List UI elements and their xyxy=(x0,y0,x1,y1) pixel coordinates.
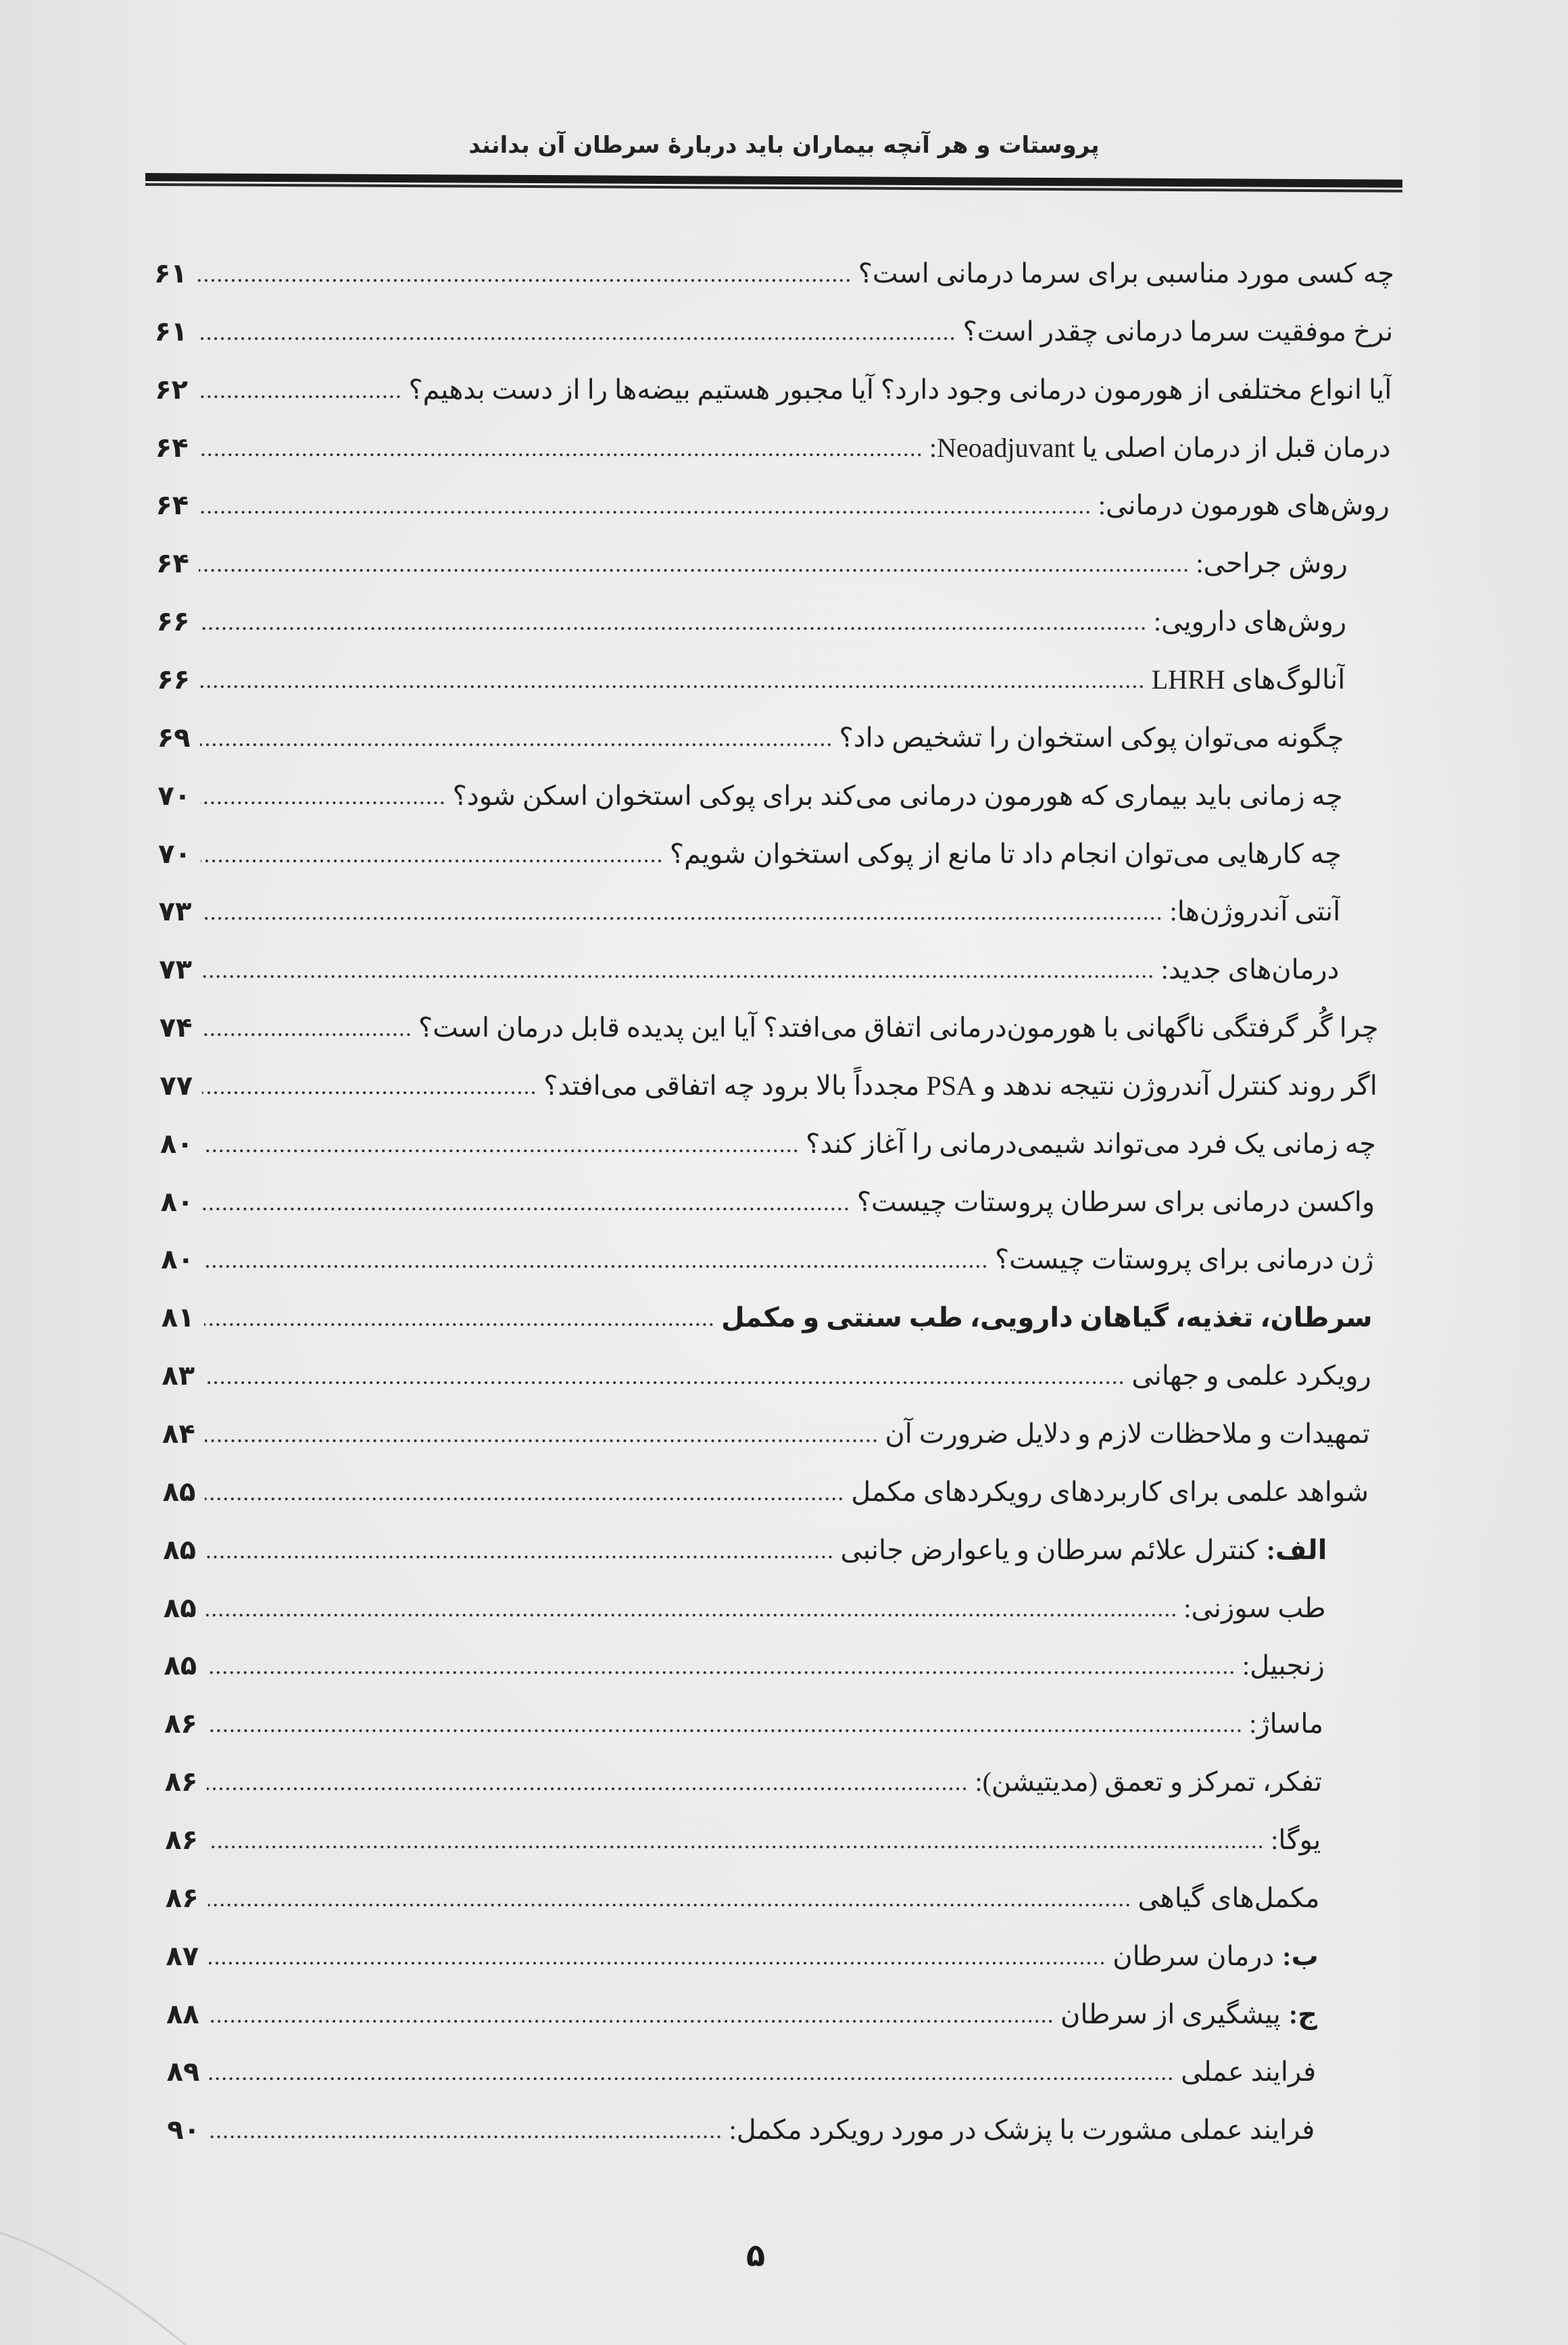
leader-dots xyxy=(208,1903,1131,1907)
toc-entry-title: فرایند عملی xyxy=(1181,2056,1317,2088)
toc-entry-title: روش جراحی: xyxy=(1196,548,1348,579)
toc-page-number: ۶۲ xyxy=(155,374,189,405)
toc-entry xyxy=(155,361,1392,419)
leader-dots xyxy=(204,1323,714,1327)
leader-dots xyxy=(197,337,956,341)
leader-dots xyxy=(206,1613,1177,1617)
toc-page-number: ۶۶ xyxy=(157,664,191,695)
leader-dots xyxy=(205,1555,834,1559)
toc-entry xyxy=(165,1811,1321,1869)
toc-entry xyxy=(163,1521,1327,1579)
toc-entry xyxy=(162,1347,1371,1405)
toc-page-number: ۸۰ xyxy=(160,1186,194,1218)
toc-page-number: ۹۰ xyxy=(167,2115,201,2146)
toc-entry xyxy=(158,825,1342,883)
toc-entry-title: طب سوزنی: xyxy=(1183,1592,1326,1623)
toc-entry-text xyxy=(839,709,1344,767)
toc-entry-text xyxy=(1152,651,1346,709)
toc-page-number: ۶۱ xyxy=(154,258,187,289)
leader-dots xyxy=(203,1149,799,1153)
toc-entry xyxy=(161,1173,1375,1231)
toc-page-number: ۸۷ xyxy=(166,1940,199,1972)
leader-dots xyxy=(203,1207,850,1211)
toc-entry-text xyxy=(885,1405,1370,1463)
toc-page-number: ۸۶ xyxy=(164,1767,198,1798)
toc-entry xyxy=(166,1869,1320,1927)
toc-page-number: ۷۷ xyxy=(160,1070,193,1102)
toc-entry-title: روش‌های دارویی: xyxy=(1154,606,1347,637)
toc-entry-title: آنالوگ‌های LHRH xyxy=(1151,664,1346,695)
toc-entry-text xyxy=(408,361,1392,419)
toc-entry-title: درمان‌های جدید: xyxy=(1160,954,1340,985)
toc-page-number: ۷۳ xyxy=(158,896,192,928)
toc-entry-title: مکمل‌های گیاهی xyxy=(1137,1882,1320,1913)
toc-entry-text xyxy=(858,245,1394,303)
page-fold-mark xyxy=(0,2223,203,2345)
leader-dots xyxy=(203,1264,988,1268)
toc-entry-text xyxy=(453,767,1343,825)
toc-page-number: ۶۴ xyxy=(156,548,189,580)
toc-entry-text xyxy=(851,1463,1369,1521)
toc-entry-title: رویکرد علمی و جهانی xyxy=(1131,1360,1371,1391)
toc-page-number: ۸۵ xyxy=(163,1592,197,1624)
toc-page-number: ۸۴ xyxy=(162,1418,195,1450)
toc-entry-label: الف: xyxy=(1266,1534,1327,1565)
toc-entry-title: ژن درمانی برای پروستات چیست؟ xyxy=(994,1244,1374,1275)
toc-page-number: ۸۵ xyxy=(164,1650,197,1682)
toc-page-number: ۸۰ xyxy=(161,1244,195,1276)
leader-dots xyxy=(202,1033,412,1037)
toc-entry-text xyxy=(995,1231,1373,1289)
toc-entry-title: تفکر، تمرکز و تعمق (مدیتیشن): xyxy=(975,1767,1323,1798)
toc-entry-title: چرا گُر گرفتگی ناگهانی با هورمون‌درمانی اتفاق می‌افتد؟ آیا این پدیده قابل درمان است؟ xyxy=(418,1012,1379,1043)
toc-entry xyxy=(155,419,1391,477)
toc-entry-text xyxy=(1161,941,1340,999)
toc-entry-text xyxy=(975,1753,1323,1811)
toc-entry-title: آنتی آندروژن‌ها: xyxy=(1169,896,1341,927)
toc-page-number: ۷۰ xyxy=(157,780,191,812)
toc-entry-text xyxy=(729,2101,1315,2159)
leader-dots xyxy=(201,974,1154,979)
toc-entry-text xyxy=(1170,883,1341,941)
toc-entry-title: چه کارهایی می‌توان انجام داد تا مانع از پوکی استخوان شویم؟ xyxy=(669,838,1342,869)
leader-dots xyxy=(209,2077,1174,2081)
toc-entry-title: درمان سرطان xyxy=(1112,1940,1275,1971)
toc-entry-text xyxy=(841,1521,1327,1579)
leader-dots xyxy=(199,626,1147,631)
toc-entry xyxy=(157,651,1345,709)
toc-page-number: ۷۴ xyxy=(159,1012,193,1043)
toc-entry xyxy=(165,1753,1323,1811)
leader-dots xyxy=(207,1729,1242,1733)
toc-page-number: ۸۸ xyxy=(166,1998,199,2030)
toc-page-number: ۷۳ xyxy=(159,954,193,986)
toc-page-number: ۸۹ xyxy=(166,2056,200,2088)
toc-entry-title: زنجبیل: xyxy=(1242,1650,1325,1681)
toc-entry-text xyxy=(418,999,1379,1057)
toc-entry-text xyxy=(1131,1347,1371,1405)
toc-entry-label: ب: xyxy=(1282,1940,1319,1971)
toc-page-number: ۸۱ xyxy=(161,1302,195,1334)
toc-page-number: ۸۶ xyxy=(164,1708,197,1740)
toc-entry-title: چگونه می‌توان پوکی استخوان را تشخیص داد؟ xyxy=(839,722,1344,753)
toc-entry-text xyxy=(1196,535,1348,593)
toc-entry xyxy=(164,1579,1326,1637)
toc-entry xyxy=(154,245,1394,303)
toc-entry xyxy=(156,535,1348,593)
leader-dots xyxy=(205,1439,879,1443)
toc-entry-text xyxy=(929,419,1391,477)
toc-entry-text xyxy=(1154,593,1346,651)
toc-entry xyxy=(160,1057,1377,1115)
toc-entry xyxy=(163,1463,1369,1521)
toc-entry-title: چه زمانی باید بیماری که هورمون درمانی می‌کند برای پوکی استخوان اسکن شود؟ xyxy=(452,780,1343,811)
toc-page-number: ۸۵ xyxy=(162,1476,196,1508)
toc-entry xyxy=(166,1927,1318,1985)
toc-entry-title: ماساژ: xyxy=(1249,1708,1323,1739)
toc-entry xyxy=(155,476,1389,535)
leader-dots xyxy=(197,395,401,399)
toc-entry-text xyxy=(963,303,1394,361)
toc-entry-text xyxy=(1137,1869,1319,1927)
leader-dots xyxy=(209,2019,1054,2023)
toc-entry-text xyxy=(1112,1927,1319,1985)
toc-entry xyxy=(161,1231,1373,1289)
toc-page-number: ۸۰ xyxy=(160,1128,193,1160)
toc-page-number: ۶۱ xyxy=(154,316,188,347)
leader-dots xyxy=(199,568,1190,572)
toc-entry xyxy=(155,303,1394,361)
toc-page-number: ۸۶ xyxy=(165,1824,199,1856)
leader-dots xyxy=(198,453,923,457)
toc-entry-text xyxy=(857,1173,1375,1231)
toc-entry-text xyxy=(1271,1811,1321,1869)
toc-entry-title: کنترل علائم سرطان و یاعوارض جانبی xyxy=(840,1534,1258,1565)
toc-entry-title: پیشگیری از سرطان xyxy=(1060,1998,1281,2029)
leader-dots xyxy=(204,1381,1125,1385)
leader-dots xyxy=(201,859,663,863)
toc-entry-text xyxy=(1183,1579,1325,1637)
toc-page-number: ۸۵ xyxy=(163,1534,197,1566)
toc-entry xyxy=(160,1115,1376,1173)
leader-dots xyxy=(200,801,445,805)
toc-entry xyxy=(167,2043,1317,2101)
toc-entry-title: آیا انواع مختلفی از هورمون درمانی وجود دارد؟ آیا مجبور هستیم بیضه‌ها را از دست بدهیم؟ xyxy=(408,374,1392,405)
page-number: ۵ xyxy=(745,2237,766,2273)
toc-entry xyxy=(162,1289,1373,1347)
toc-page-number: ۶۹ xyxy=(157,722,191,754)
toc-entry xyxy=(162,1405,1370,1463)
leader-dots xyxy=(202,1091,537,1095)
leader-dots xyxy=(205,1497,844,1501)
toc-entry xyxy=(159,941,1339,999)
toc-entry xyxy=(157,709,1344,767)
toc-entry-title: واکسن درمانی برای سرطان پروستات چیست؟ xyxy=(856,1186,1375,1217)
toc-page-number: ۶۴ xyxy=(155,432,189,464)
leader-dots xyxy=(201,916,1162,920)
toc-entry-title: نرخ موفقیت سرما درمانی چقدر است؟ xyxy=(962,316,1394,347)
toc-entry-title: سرطان، تغذیه، گیاهان دارویی، طب سنتی و مکمل xyxy=(720,1302,1373,1333)
toc-entry-title: فرایند عملی مشورت با پزشک در مورد رویکرد مکمل: xyxy=(729,2115,1315,2146)
leader-dots xyxy=(208,1961,1106,1965)
toc-entry-text xyxy=(670,825,1342,883)
toc-entry-title: روش‌های هورمون درمانی: xyxy=(1098,490,1390,521)
toc-page-number: ۷۰ xyxy=(158,838,191,870)
toc-entry-text xyxy=(1098,476,1390,535)
toc-entry xyxy=(164,1695,1323,1753)
toc-entry-title: شواهد علمی برای کاربردهای رویکردهای مکمل xyxy=(851,1476,1369,1507)
toc-entry-title: تمهیدات و ملاحظات لازم و دلایل ضرورت آن xyxy=(885,1418,1370,1449)
toc-entry-text xyxy=(1181,2043,1316,2101)
leader-dots xyxy=(210,2135,722,2139)
leader-dots xyxy=(200,743,833,747)
toc-entry-title: اگر روند کنترل آندروژن نتیجه ندهد و PSA مجدداً بالا برود چه اتفاقی می‌افتد؟ xyxy=(543,1070,1377,1101)
toc-entry xyxy=(166,1985,1317,2044)
toc-entry-text xyxy=(543,1057,1377,1115)
toc-entry xyxy=(167,2101,1315,2159)
toc-entry xyxy=(164,1637,1324,1695)
toc-page-number: ۸۶ xyxy=(165,1882,199,1914)
leader-dots xyxy=(198,510,1092,514)
toc-entry-text xyxy=(1249,1695,1323,1753)
toc-entry xyxy=(159,883,1341,941)
leader-dots xyxy=(207,1845,1264,1849)
toc-entry xyxy=(157,593,1347,651)
toc-page-number: ۸۳ xyxy=(162,1360,195,1392)
running-header: پروستات و هر آنچه بیماران باید دربارهٔ سرطان آن بدانند xyxy=(468,132,1100,159)
toc-page-number: ۶۶ xyxy=(156,606,190,638)
toc-entry-text xyxy=(1242,1637,1325,1695)
toc-entry-title: چه زمانی یک فرد می‌تواند شیمی‌درمانی را آغاز کند؟ xyxy=(806,1128,1376,1159)
toc-entry-title: چه کسی مورد مناسبی برای سرما درمانی است؟ xyxy=(858,258,1394,289)
leader-dots xyxy=(206,1671,1235,1675)
toc-entry-text xyxy=(721,1289,1373,1347)
toc-page-number: ۶۴ xyxy=(155,490,189,522)
leader-dots xyxy=(197,278,852,282)
leader-dots xyxy=(207,1787,968,1791)
toc-entry-text xyxy=(806,1115,1376,1173)
toc-entry-title: یوگا: xyxy=(1271,1824,1321,1855)
leader-dots xyxy=(199,685,1145,689)
toc-entry xyxy=(160,999,1379,1057)
toc-entry xyxy=(157,767,1342,825)
toc-entry-label: ج: xyxy=(1288,1998,1317,2029)
toc-entry-title: درمان قبل از درمان اصلی یا Neoadjuvant: xyxy=(929,432,1391,463)
toc-entry-text xyxy=(1060,1985,1317,2044)
